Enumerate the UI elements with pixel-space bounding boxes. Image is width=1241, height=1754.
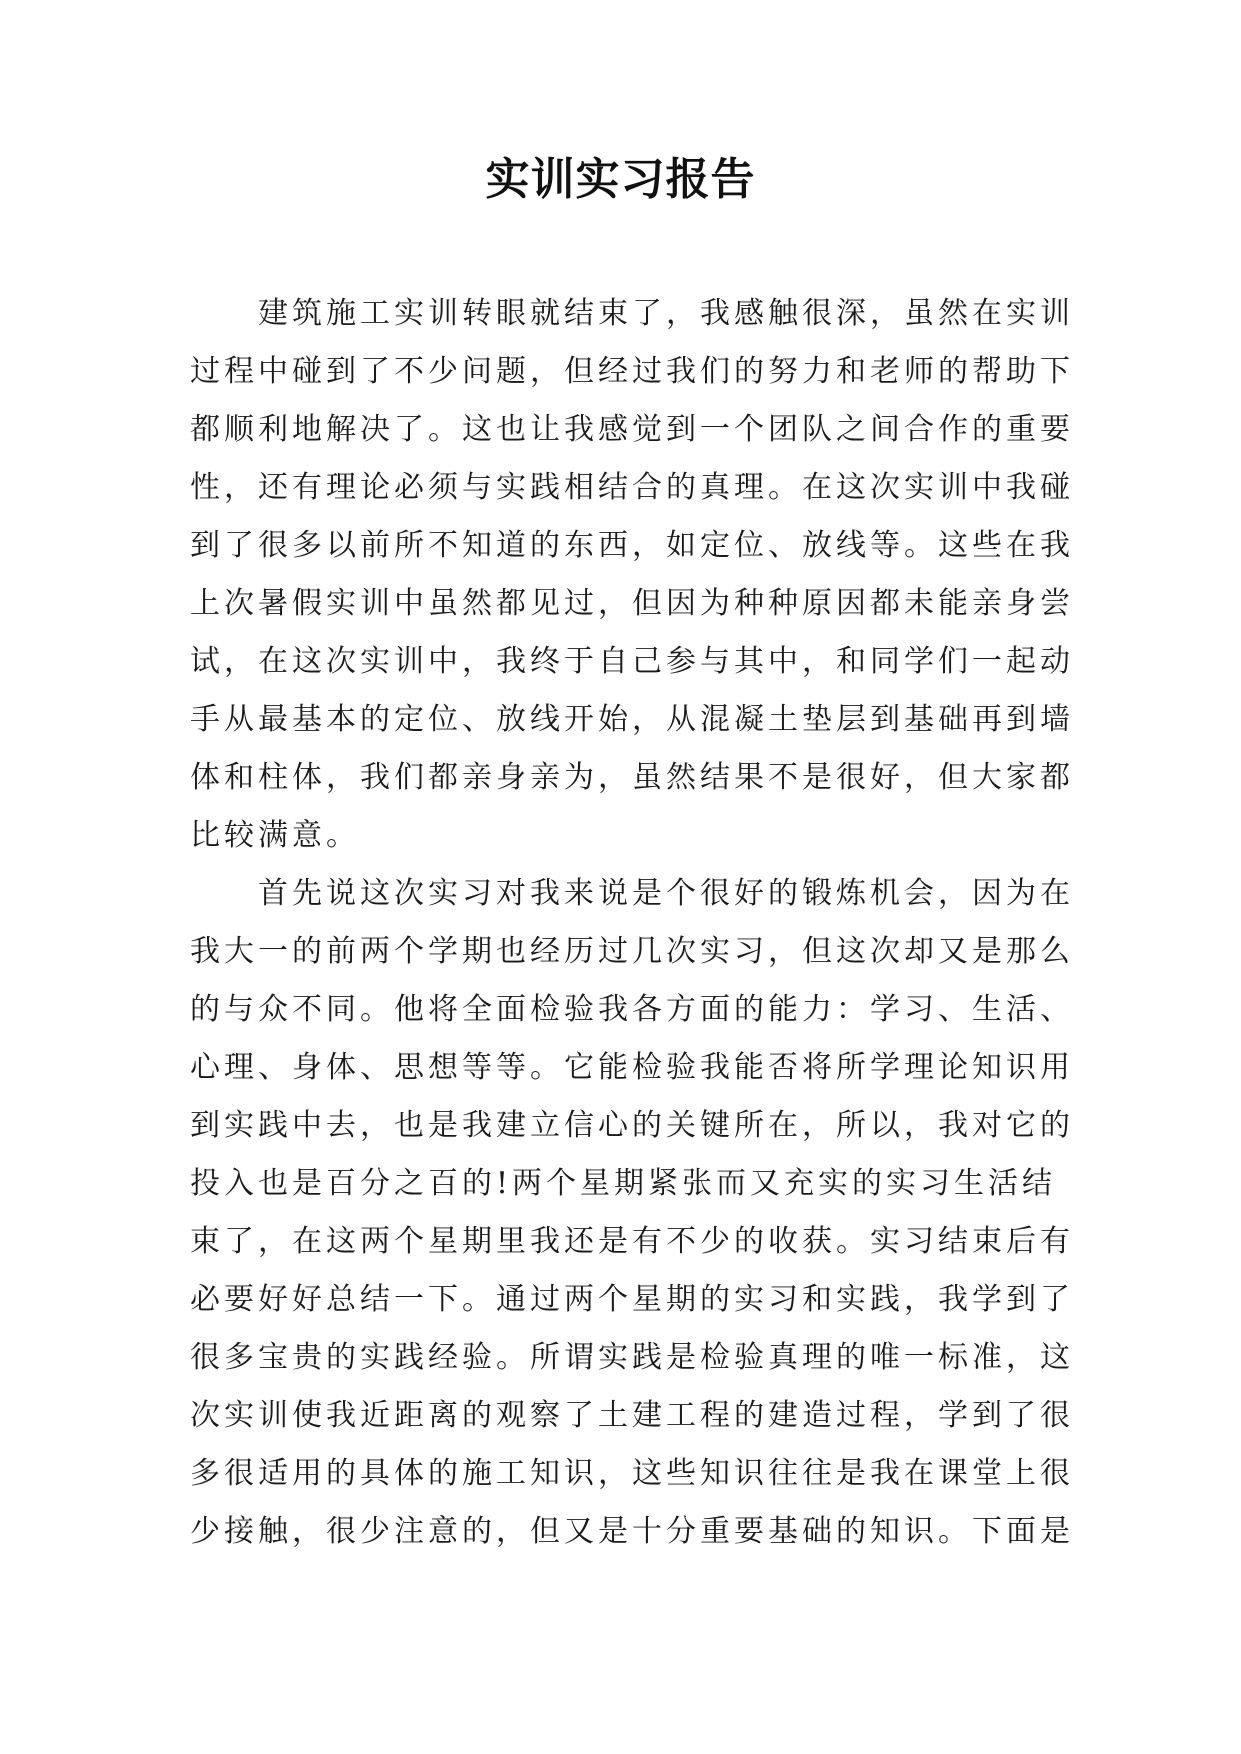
paragraph-1-line: 都顺利地解决了。这也让我感觉到一个团队之间合作的重要 — [190, 412, 1074, 447]
paragraph-2-line: 的与众不同。他将全面检验我各方面的能力：学习、生活、 — [190, 992, 1074, 1027]
paragraph-1-line: 到了很多以前所不知道的东西，如定位、放线等。这些在我 — [190, 528, 1074, 563]
paragraph-2-line: 投入也是百分之百的!两个星期紧张而又充实的实习生活结 — [190, 1166, 1057, 1201]
paragraph-2-line: 首先说这次实习对我来说是个很好的锻炼机会，因为在 — [258, 876, 1074, 911]
document-title: 实训实习报告 — [485, 154, 756, 205]
paragraph-1-line: 试，在这次实训中，我终于自己参与其中，和同学们一起动 — [190, 644, 1074, 679]
paragraph-1-line: 上次暑假实训中虽然都见过，但因为种种原因都未能亲身尝 — [190, 586, 1074, 621]
paragraph-2-line: 多很适用的具体的施工知识，这些知识往往是我在课堂上很 — [190, 1456, 1074, 1491]
paragraph-2-line: 必要好好总结一下。通过两个星期的实习和实践，我学到了 — [190, 1282, 1074, 1317]
paragraph-2-line: 次实训使我近距离的观察了土建工程的建造过程，学到了很 — [190, 1398, 1074, 1433]
document-body — [190, 285, 1074, 1561]
paragraph-2-line: 心理、身体、思想等等。它能检验我能否将所学理论知识用 — [190, 1050, 1074, 1085]
paragraph-1-line: 体和柱体，我们都亲身亲为，虽然结果不是很好，但大家都 — [190, 760, 1074, 795]
paragraph-2-line: 束了，在这两个星期里我还是有不少的收获。实习结束后有 — [190, 1224, 1074, 1259]
paragraph-1-line: 建筑施工实训转眼就结束了，我感触很深，虽然在实训 — [258, 296, 1074, 331]
paragraph-2-line: 很多宝贵的实践经验。所谓实践是检验真理的唯一标准，这 — [190, 1340, 1074, 1375]
paragraph-2-line: 到实践中去，也是我建立信心的关键所在，所以，我对它的 — [190, 1108, 1074, 1143]
paragraph-1-line: 过程中碰到了不少问题，但经过我们的努力和老师的帮助下 — [190, 354, 1074, 389]
paragraph-1-line: 手从最基本的定位、放线开始，从混凝土垫层到基础再到墙 — [190, 702, 1074, 737]
paragraph-1-line: 性，还有理论必须与实践相结合的真理。在这次实训中我碰 — [190, 470, 1074, 505]
paragraph-2-line: 我大一的前两个学期也经历过几次实习，但这次却又是那么 — [190, 934, 1074, 969]
paragraph-1-line: 比较满意。 — [190, 818, 360, 853]
paragraph-2-line: 少接触，很少注意的，但又是十分重要基础的知识。下面是 — [190, 1514, 1074, 1549]
